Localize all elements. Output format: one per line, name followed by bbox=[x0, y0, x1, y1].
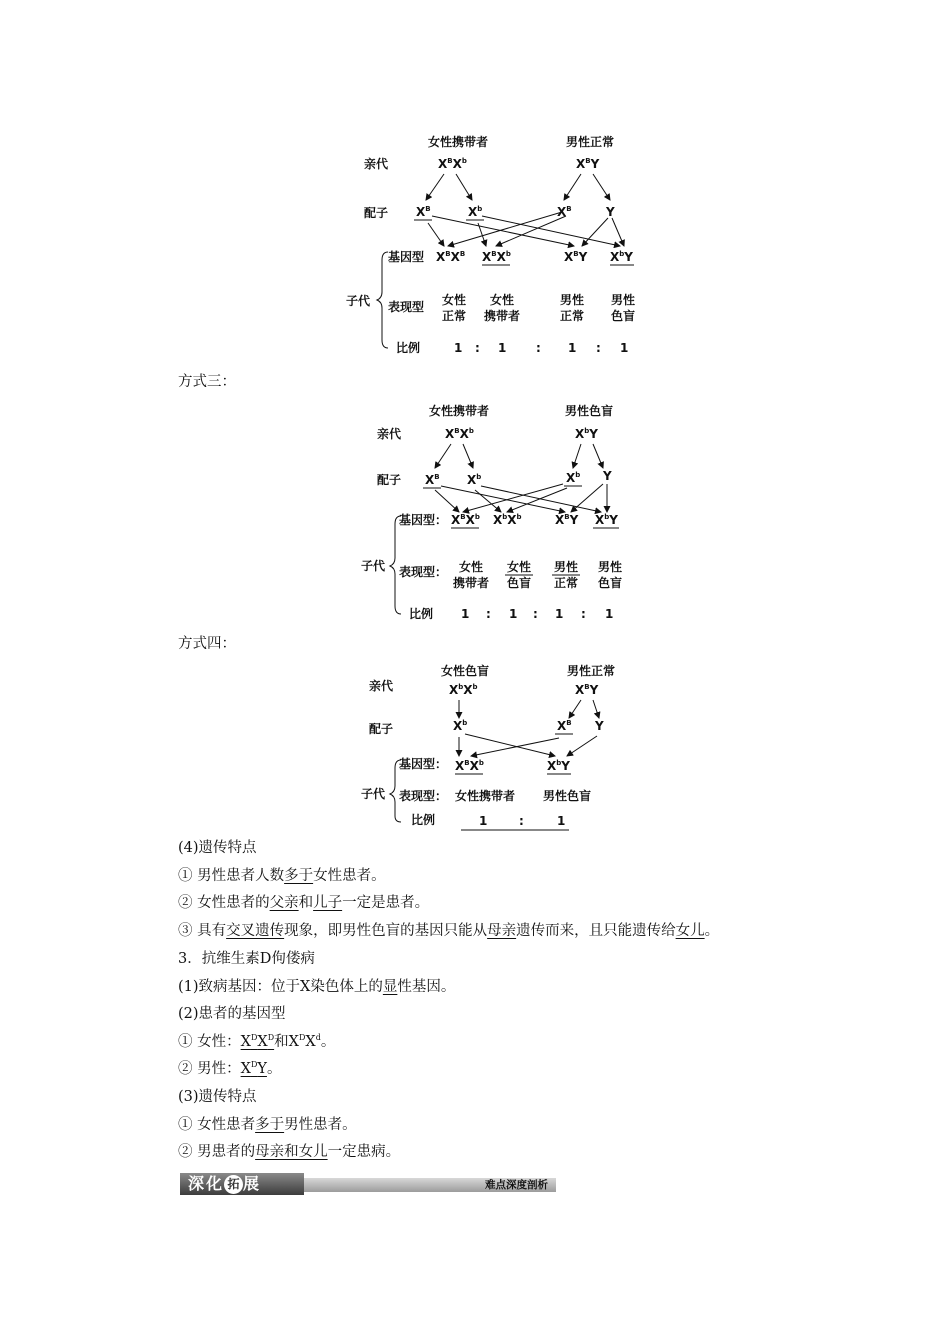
phenotype-row-label: 表现型： bbox=[399, 789, 448, 803]
ratio-value: 1 bbox=[479, 814, 488, 828]
ratio-colon: : bbox=[533, 607, 538, 621]
cross-diagram-2 bbox=[340, 128, 650, 360]
phenotype-3a: 男性 bbox=[553, 560, 579, 574]
offspring-genotype-3: $X^BY$ bbox=[555, 513, 579, 527]
vitd-trait-1: ① 女性患者多于男性患者。 bbox=[178, 1117, 357, 1133]
banner-title-block bbox=[180, 1173, 304, 1195]
ratio-colon: : bbox=[536, 341, 541, 355]
female-parent-label: 女性携带者 bbox=[428, 404, 490, 418]
offspring-genotype-2: $X^bX^b$ bbox=[493, 513, 522, 527]
ratio-value: 1 bbox=[498, 341, 507, 355]
gamete-Xb-mother: $X^b$ bbox=[453, 719, 468, 733]
phenotype-2a: 女性 bbox=[506, 560, 532, 574]
phenotype-2: 男性色盲 bbox=[542, 789, 592, 803]
offspring-genotype-4: $X^bY$ bbox=[610, 250, 633, 264]
gamete-Y-father: Y bbox=[606, 205, 615, 219]
phenotype-2b: 色盲 bbox=[506, 576, 532, 590]
vitd-female-genotype: ① 女性：$X^DX^D$和$X^DX^d$。 bbox=[178, 1033, 336, 1050]
gamete-XB-mother: $X^B$ bbox=[425, 473, 440, 487]
offspring-genotype-2: $X^BX^b$ bbox=[482, 250, 511, 264]
ratio-row-label: 比例 bbox=[411, 813, 436, 827]
trait-line-2: ② 女性患者的父亲和儿子一定是患者。 bbox=[178, 895, 430, 911]
offspring-genotype-3: $X^BY$ bbox=[564, 250, 588, 264]
phenotype-2a: 女性 bbox=[489, 293, 515, 307]
banner-subtitle: 难点深度剖析 bbox=[485, 1179, 548, 1191]
male-parent-label: 男性色盲 bbox=[564, 404, 614, 418]
ratio-value: 1 bbox=[461, 607, 470, 621]
vitd-traits-heading: (3)遗传特点 bbox=[178, 1089, 257, 1105]
gamete-Xb-father: $X^b$ bbox=[566, 471, 581, 485]
banner-subtitle-bar bbox=[304, 1178, 556, 1192]
phenotype-4a: 男性 bbox=[597, 560, 623, 574]
genotype-father: $X^BY$ bbox=[575, 683, 599, 697]
phenotype-4b: 色盲 bbox=[597, 576, 623, 590]
gamete-row-label: 配子 bbox=[369, 722, 394, 736]
gamete-XB-mother: $X^B$ bbox=[416, 205, 431, 219]
ratio-colon: : bbox=[475, 341, 480, 355]
ratio-value: 1 bbox=[509, 607, 518, 621]
ratio-value: 1 bbox=[620, 341, 629, 355]
phenotype-3b: 正常 bbox=[559, 309, 585, 323]
banner-circle-char: 拓 bbox=[224, 1175, 243, 1194]
female-parent-label: 女性携带者 bbox=[427, 135, 489, 149]
phenotype-1a: 女性 bbox=[458, 560, 484, 574]
male-parent-label: 男性正常 bbox=[565, 135, 615, 149]
offspring-genotype-1: $X^BX^b$ bbox=[455, 759, 484, 773]
phenotype-4b: 色盲 bbox=[610, 309, 636, 323]
ratio-colon: : bbox=[486, 607, 491, 621]
male-parent-label: 男性正常 bbox=[566, 664, 616, 678]
phenotype-1a: 女性 bbox=[441, 293, 467, 307]
gamete-XB-father: $X^B$ bbox=[557, 205, 572, 219]
genotype-row-label: 基因型： bbox=[399, 757, 448, 771]
gamete-row-label: 配子 bbox=[377, 473, 402, 487]
method3-label: 方式三： bbox=[178, 374, 236, 390]
parent-row-label: 亲代 bbox=[364, 157, 389, 171]
gamete-Xb-mother: $X^b$ bbox=[467, 473, 482, 487]
phenotype-1b: 携带者 bbox=[452, 576, 490, 590]
phenotype-4a: 男性 bbox=[610, 293, 636, 307]
ratio-colon: : bbox=[581, 607, 586, 621]
section4-heading: (4)遗传特点 bbox=[178, 840, 257, 856]
genotype-mother: $X^BX^b$ bbox=[438, 157, 467, 171]
section-banner bbox=[180, 1173, 556, 1195]
phenotype-row-label: 表现型 bbox=[388, 300, 425, 314]
genotype-father: $X^bY$ bbox=[575, 427, 598, 441]
vitd-trait-2: ② 男患者的母亲和女儿一定患病。 bbox=[178, 1144, 401, 1160]
offspring-genotype-1: $X^BX^b$ bbox=[451, 513, 480, 527]
ratio-value: 1 bbox=[557, 814, 566, 828]
ratio-value: 1 bbox=[568, 341, 577, 355]
ratio-value: 1 bbox=[555, 607, 564, 621]
gamete-XB-father: $X^B$ bbox=[557, 719, 572, 733]
female-parent-label: 女性色盲 bbox=[440, 664, 490, 678]
ratio-row-label: 比例 bbox=[409, 607, 434, 621]
vitd-male-genotype: ② 男性：$X^DY$。 bbox=[178, 1060, 282, 1077]
ratio-colon: : bbox=[519, 814, 524, 828]
gamete-Y-father: Y bbox=[595, 719, 604, 733]
phenotype-1: 女性携带者 bbox=[454, 789, 516, 803]
genotype-mother: $X^bX^b$ bbox=[449, 683, 478, 697]
method4-label: 方式四： bbox=[178, 636, 236, 652]
ratio-value: 1 bbox=[454, 341, 463, 355]
genotype-row-label: 基因型 bbox=[388, 250, 425, 264]
vitd-genotype-heading: (2)患者的基因型 bbox=[178, 1006, 286, 1022]
genotype-father: $X^BY$ bbox=[576, 157, 600, 171]
phenotype-3a: 男性 bbox=[559, 293, 585, 307]
gamete-row-label: 配子 bbox=[364, 206, 389, 220]
offspring-row-label: 子代 bbox=[346, 294, 371, 308]
offspring-genotype-2: $X^bY$ bbox=[547, 759, 570, 773]
cross-diagram-3 bbox=[355, 400, 635, 628]
banner-title: 深化 拓 展 bbox=[188, 1174, 262, 1193]
phenotype-2b: 携带者 bbox=[483, 309, 521, 323]
parent-row-label: 亲代 bbox=[369, 679, 394, 693]
offspring-row-label: 子代 bbox=[361, 559, 386, 573]
offspring-row-label: 子代 bbox=[361, 787, 386, 801]
phenotype-1b: 正常 bbox=[441, 309, 467, 323]
vitd-gene-line: (1)致病基因：位于X染色体上的显性基因。 bbox=[178, 979, 456, 995]
phenotype-3b: 正常 bbox=[553, 576, 579, 590]
parent-row-label: 亲代 bbox=[377, 427, 402, 441]
ratio-row-label: 比例 bbox=[396, 341, 421, 355]
vitd-title: 3．抗维生素D佝偻病 bbox=[178, 951, 315, 967]
trait-line-1: ① 男性患者人数多于女性患者。 bbox=[178, 868, 386, 884]
offspring-genotype-4: $X^bY$ bbox=[595, 513, 618, 527]
ratio-colon: : bbox=[596, 341, 601, 355]
genotype-mother: $X^BX^b$ bbox=[445, 427, 474, 441]
phenotype-row-label: 表现型： bbox=[399, 565, 448, 579]
offspring-genotype-1: $X^BX^B$ bbox=[436, 250, 466, 264]
gamete-Xb-mother: $X^b$ bbox=[468, 205, 483, 219]
genotype-row-label: 基因型： bbox=[399, 513, 448, 527]
ratio-value: 1 bbox=[605, 607, 614, 621]
cross-diagram-4 bbox=[355, 660, 625, 835]
gamete-Y-father: Y bbox=[603, 469, 612, 483]
trait-line-3: ③ 具有交叉遗传现象，即男性色盲的基因只能从母亲遗传而来，且只能遗传给女儿。 bbox=[178, 923, 720, 939]
